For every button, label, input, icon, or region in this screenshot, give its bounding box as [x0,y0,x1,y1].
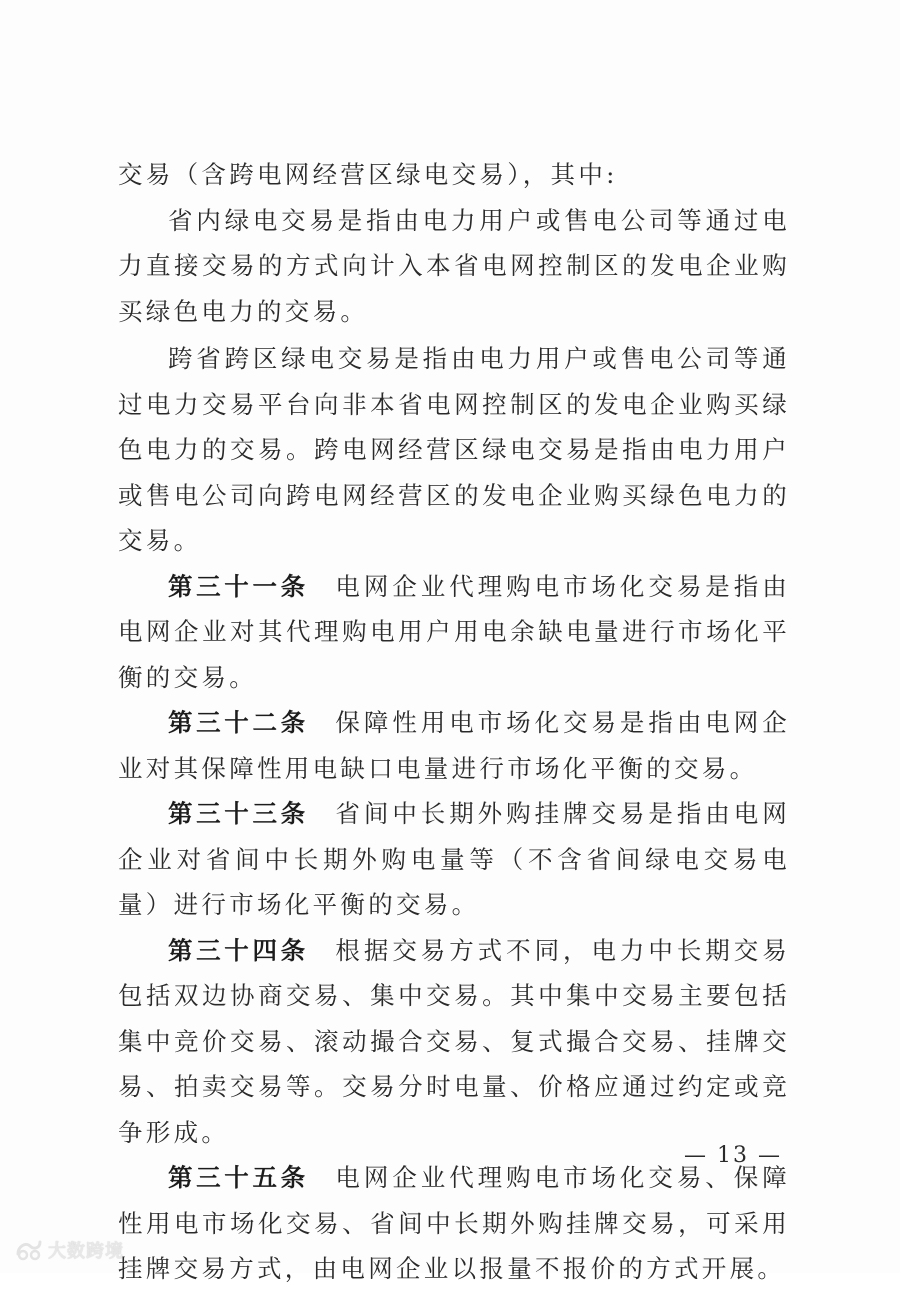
article-number: 第三十四条 [168,935,309,965]
paragraph-cross-region-green-power: 跨省跨区绿电交易是指由电力用户或售电公司等通过电力交易平台向非本省电网控制区的发电企业购买绿色电力的交易。跨电网经营区绿电交易是指由电力用户或售电公司向跨电网经营区的发电企业购买绿色电力的交易。 [118,344,790,555]
article-35 [118,1155,790,1292]
article-text: 保障性用电市场化交易是指由电网企业对其保障性用电缺口电量进行市场化平衡的交易。 [118,708,790,783]
page-number: — 13 — [684,1143,782,1168]
article-text: 电网企业代理购电市场化交易、保障性用电市场化交易、省间中长期外购挂牌交易，可采用挂牌交易方式，由电网企业以报量不报价的方式开展。 [118,1163,790,1283]
article-text: 电网企业代理购电市场化交易是指由电网企业对其代理购电用户用电余缺电量进行市场化平衡的交易。 [118,571,790,692]
article-number: 第三十三条 [168,799,309,828]
paragraph-continuation: 交易（含跨电网经营区绿电交易），其中: [118,160,618,189]
document-body [118,152,790,1292]
watermark [14,1237,124,1263]
paragraph-provincial-green-power: 省内绿电交易是指由电力用户或售电公司等通过电力直接交易的方式向计入本省电网控制区的发电企业购买绿色电力的交易。 [118,205,790,326]
article-33 [118,791,790,928]
article-31 [118,564,790,701]
article-text: 省间中长期外购挂牌交易是指由电网企业对省间中长期外购电量等（不含省间绿电交易电量）进行市场化平衡的交易。 [118,799,790,919]
article-text: 根据交易方式不同，电力中长期交易包括双边协商交易、集中交易。其中集中交易主要包括集中竞价交易、滚动撮合交易、复式撮合交易、挂牌交易、拍卖交易等。交易分时电量、价格应通过约定或竞争形成。 [118,935,790,1147]
article-number: 第三十五条 [168,1163,309,1192]
article-32 [118,700,790,791]
watermark-text: 大数跨境 [48,1241,124,1262]
brand-logo-icon [14,1238,44,1262]
article-34 [118,928,790,1156]
article-number: 第三十一条 [168,571,309,601]
article-number: 第三十二条 [168,708,309,737]
